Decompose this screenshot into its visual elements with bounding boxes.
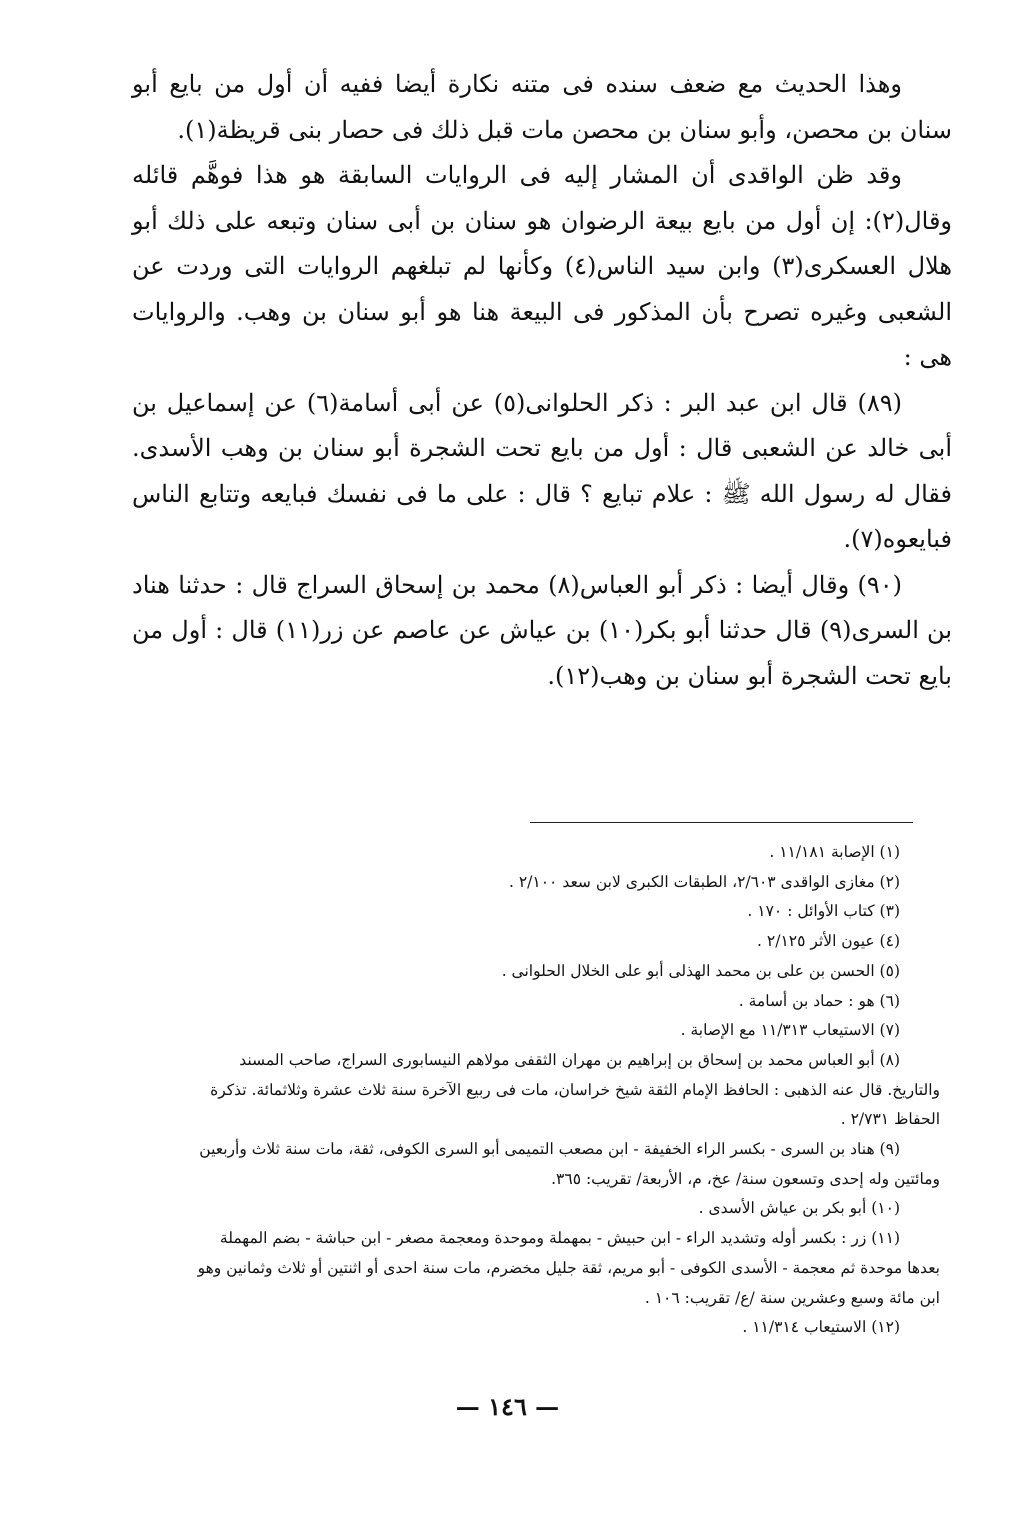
- footnote-8-line-1: (٨) أبو العباس محمد بن إسحاق بن إبراهيم بن مهران الثقفى مولاهم النيسابورى السراج، صاحب المسند: [239, 1050, 900, 1069]
- footnote-9-line-2: ومائتين وله إحدى وتسعون سنة/ عخ، م، الأربعة/ تقريب: ٣٦٥.: [551, 1169, 940, 1188]
- footnote-6: (٦) هو : حماد بن أسامة .: [738, 991, 900, 1010]
- footnote-8-line-2: والتاريخ. قال عنه الذهبى : الحافظ الإمام الثقة شيخ خراسان، مات فى ربيع الآخرة سنة ثلاث عشرة وثلاثمائة. تذكرة: [210, 1080, 940, 1099]
- text-line: من بايع تحت الشجرة أبو سنان بن وهب(١٢).: [132, 616, 952, 690]
- text-line: (٩٠) وقال أيضا : ذكر أبو العباس(٨) محمد بن إسحاق السراج قال : حدثنا: [178, 570, 902, 599]
- footnote-11-line-2: بعدها موحدة ثم معجمة - الأسدى الكوفى - أبو مريم، ثقة جليل مخضرم، مات سنة احدى أو اثنتين أو ثلاث وثمانين وهو: [197, 1258, 940, 1277]
- footnote-5: (٥) الحسن بن على بن محمد الهذلى أبو على الخلال الحلوانى .: [501, 961, 900, 980]
- footnote-2: (٢) مغازى الواقدى ٢/٦٠٣، الطبقات الكبرى لابن سعد ٢/١٠٠ .: [509, 872, 900, 891]
- paragraph-90: [132, 563, 952, 700]
- footnote-8-line-3: الحفاظ ٢/٧٣١ .: [840, 1110, 940, 1129]
- text-line: (٨٩) قال ابن عبد البر : ذكر الحلوانى(٥) عن أبى أسامة(٦) عن إسماعيل بن: [132, 388, 902, 417]
- footnote-3: (٣) كتاب الأوائل : ١٧٠ .: [747, 902, 900, 921]
- paragraph-89: [132, 381, 952, 563]
- text-line: فبايعوه(٧).: [843, 525, 952, 553]
- text-line: سنان بن محصن، وأبو سنان بن محصن مات قبل ذلك فى حصار بنى قريظة(١).: [177, 115, 952, 144]
- text-line: وقد ظن الواقدى أن المشار إليه فى الروايات السابقة هو هذا فوهَّم قائله: [132, 161, 902, 189]
- paragraph-1: [132, 62, 952, 153]
- page-number: — ١٤٦ —: [455, 1392, 560, 1421]
- text-line: هى :: [903, 343, 952, 371]
- text-line: وقال(٢): إن أول من بايع بيعة الرضوان هو سنان بن أبى سنان وتبعه على ذلك أبو: [132, 206, 953, 235]
- paragraph-2: [132, 153, 952, 381]
- footnote-9-line-1: (٩) هناد بن السرى - بكسر الراء الخفيفة - ابن مصعب التميمى أبو السرى الكوفى، ثقة، مات سنة ثلاث وأربعين: [199, 1140, 900, 1159]
- text-line: الشعبى وغيره تصرح بأن المذكور فى البيعة هنا هو أبو سنان بن وهب. والروايات: [132, 297, 952, 326]
- footnote-1: (١) الإصابة ١١/١٨١ .: [769, 843, 900, 861]
- footnote-4: (٤) عيون الأثر ٢/١٢٥ .: [757, 932, 900, 951]
- footnote-7: (٧) الاستيعاب ١١/٣١٣ مع الإصابة .: [680, 1021, 900, 1040]
- text-line: أبى خالد عن الشعبى قال : أول من بايع تحت الشجرة أبو سنان بن وهب الأسدى.: [132, 434, 952, 462]
- text-line: هلال العسكرى(٣) وابن سيد الناس(٤) وكأنها لم تبلغهم الروايات التى وردت عن: [132, 252, 953, 280]
- footnotes: [128, 838, 940, 1343]
- footnote-11-line-3: ابن مائة وسبع وعشرين سنة /ع/ تقريب: ١٠٦ .: [644, 1288, 940, 1307]
- text-line: فقال له رسول الله ﷺ : علام تبايع ؟ قال : على ما فى نفسك فبايعه وتتابع الناس: [132, 479, 952, 508]
- text-line: هناد بن السرى(٩) قال حدثنا أبو بكر(١٠) بن عياش عن عاصم عن زر(١١) قال : أول: [132, 570, 952, 644]
- footnote-11-line-1: (١١) زر : بكسر أوله وتشديد الراء - ابن حبيش - بمهملة وموحدة ومعجمة مصغر - ابن حباشة - بضم المهملة: [219, 1229, 900, 1248]
- footnote-10: (١٠) أبو بكر بن عياش الأسدى .: [698, 1199, 900, 1218]
- footnote-12: (١٢) الاستيعاب ١١/٣١٤ .: [742, 1318, 900, 1337]
- text-line: وهذا الحديث مع ضعف سنده فى متنه نكارة أيضا ففيه أن أول من بايع أبو: [132, 70, 902, 98]
- main-text: [132, 62, 952, 699]
- footnote-divider: [530, 822, 913, 823]
